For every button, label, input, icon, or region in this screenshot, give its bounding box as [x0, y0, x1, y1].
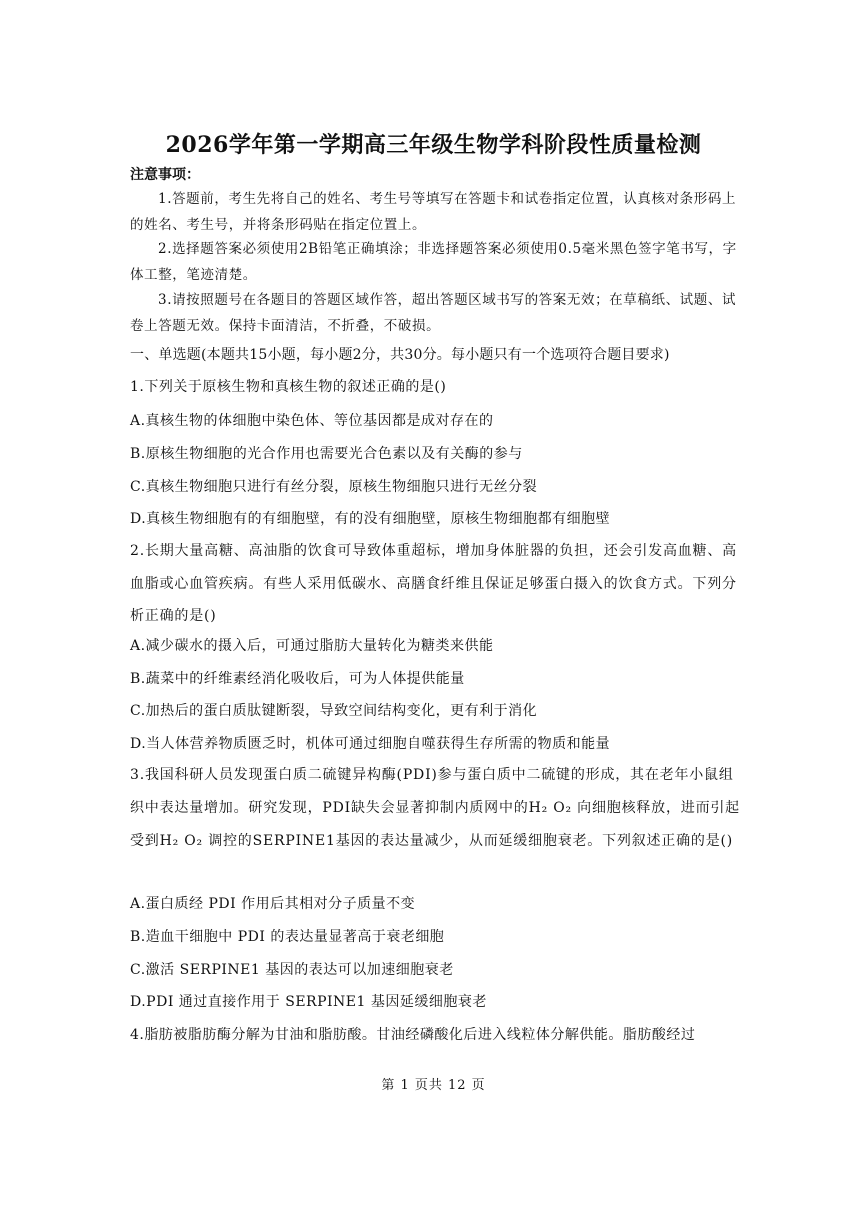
question-3-option-c: C.激活 SERPINE1 基因的表达可以加速细胞衰老 — [130, 962, 454, 978]
question-1-option-b: B.原核生物细胞的光合作用也需要光合色素以及有关酶的参与 — [130, 446, 523, 462]
page-number-footer: 第 1 页共 12 页 — [381, 1078, 486, 1093]
question-2-option-b: B.蔬菜中的纤维素经消化吸收后，可为人体提供能量 — [130, 671, 465, 687]
question-3-option-b: B.造血干细胞中 PDI 的表达量显著高于衰老细胞 — [130, 929, 445, 945]
question-3-stem: 3.我国科研人员发现蛋白质二硫键异构酶(PDI)参与蛋白质中二硫键的形成，其在老年小鼠组织中表达量增加。研究发现，PDI缺失会显著抑制内质网中的H₂ O₂ 向细胞核释放，进而引起受到H₂ O₂ 调控的SERPINE1基因的表达量减少，从而延缓细胞衰老。下列叙述正确的是() — [130, 767, 740, 849]
notice-item-2: 2.选择题答案必须使用2B铅笔正确填涂；非选择题答案必须使用0.5毫米黑色签字笔书写，字体工整，笔迹清楚。 — [130, 241, 737, 283]
question-1-stem: 1.下列关于原核生物和真核生物的叙述正确的是() — [130, 379, 447, 395]
question-4-stem: 4.脂肪被脂肪酶分解为甘油和脂肪酸。甘油经磷酸化后进入线粒体分解供能。脂肪酸经过 — [130, 1027, 696, 1043]
question-1-option-c: C.真核生物细胞只进行有丝分裂，原核生物细胞只进行无丝分裂 — [130, 479, 538, 495]
page-title: 2026学年第一学期高三年级生物学科阶段性质量检测 — [165, 132, 702, 158]
question-1-option-a: A.真核生物的体细胞中染色体、等位基因都是成对存在的 — [130, 413, 494, 429]
question-2-option-c: C.加热后的蛋白质肽键断裂，导致空间结构变化，更有利于消化 — [130, 703, 538, 719]
notice-item-1: 1.答题前，考生先将自己的姓名、考生号等填写在答题卡和试卷指定位置，认真核对条形码上的姓名、考生号，并将条形码贴在指定位置上。 — [130, 191, 737, 233]
section-heading-single-choice: 一、单选题(本题共15小题，每小题2分，共30分。每小题只有一个选项符合题目要求) — [130, 347, 670, 363]
question-3-option-a: A.蛋白质经 PDI 作用后其相对分子质量不变 — [130, 896, 416, 912]
question-2-stem: 2.长期大量高糖、高油脂的饮食可导致体重超标，增加身体脏器的负担，还会引发高血糖、高血脂或心血管疾病。有些人采用低碳水、高膳食纤维且保证足够蛋白摄入的饮食方式。下列分析正确的是() — [130, 543, 737, 624]
question-2-option-d: D.当人体营养物质匮乏时，机体可通过细胞自噬获得生存所需的物质和能量 — [130, 736, 611, 752]
question-1-option-d: D.真核生物细胞有的有细胞壁，有的没有细胞壁，原核生物细胞都有细胞壁 — [130, 511, 611, 527]
question-3-option-d: D.PDI 通过直接作用于 SERPINE1 基因延缓细胞衰老 — [130, 994, 487, 1010]
question-2-option-a: A.减少碳水的摄入后，可通过脂肪大量转化为糖类来供能 — [130, 638, 494, 654]
notice-item-3: 3.请按照题号在各题目的答题区域作答，超出答题区域书写的答案无效；在草稿纸、试题、试卷上答题无效。保持卡面清洁，不折叠，不破损。 — [130, 292, 737, 334]
notice-heading: 注意事项： — [130, 167, 200, 183]
